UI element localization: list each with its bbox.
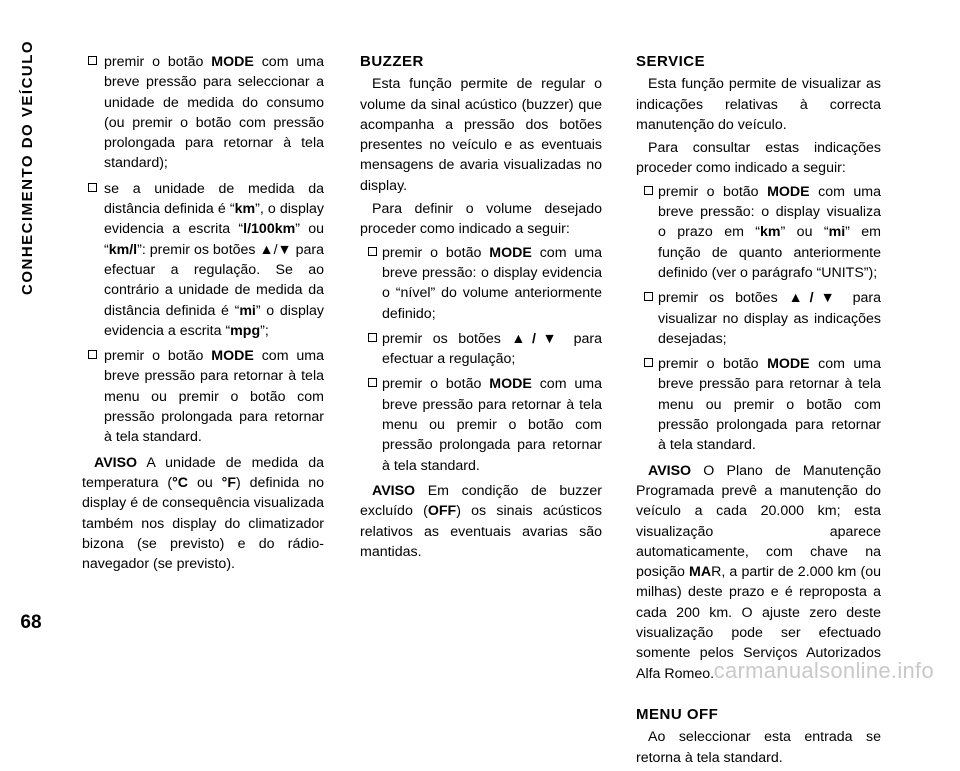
text-run: ” em função de quanto anteriormente definido (ver o parágrafo “UNITS”); (658, 224, 881, 281)
aviso-paragraph (636, 461, 881, 684)
text-run: R, a partir de 2.000 km (ou milhas) deste prazo e é reproposta a cada 200 km. O ajuste zero deste visualização pode ser efectuado somente pelos Serviços Autorizados Alfa Romeo. (636, 564, 881, 682)
emphasis-text: ▲/▼ (511, 330, 564, 347)
list-item (636, 182, 881, 283)
list-item (360, 329, 602, 370)
side-title: CONHECIMENTO DO VEÍCULO (19, 40, 36, 296)
aviso-label: AVISO (94, 454, 138, 471)
paragraph: Esta função permite de regular o volume da sinal acústico (buzzer) que acompanha a pressão dos botões presentes no veículo e as eventuais mensagens de avaria visualizadas no display. (360, 76, 602, 194)
text-run: ” ou “ (780, 224, 829, 241)
checkbox-bullet-icon (644, 292, 653, 301)
text-run: com uma breve pressão: o display evidencia o “nível” do volume anteriormente definido; (382, 244, 603, 322)
text-run: ”; (260, 322, 269, 339)
emphasis-text: mpg (230, 322, 261, 339)
aviso-label: AVISO (372, 482, 416, 499)
paragraph: Para definir o volume desejado proceder como indicado a seguir: (360, 201, 602, 238)
checkbox-bullet-icon (644, 186, 653, 195)
emphasis-text: MODE (767, 183, 810, 200)
text-run: se a unidade de medida da distância definida é “ (104, 180, 324, 218)
text-run: O Plano de Manutenção Programada prevê a manutenção do veículo a cada 20.000 km; esta visualização aparece automaticamente, com chave na posição (636, 462, 881, 581)
text-run: premir o botão (382, 376, 490, 393)
emphasis-text: MA (689, 564, 712, 581)
aviso-paragraph (82, 453, 324, 575)
text-run: premir o botão (382, 244, 490, 261)
paragraph: Esta função permite de visualizar as indicações relativas à correcta manutenção do veículo. (636, 76, 881, 133)
list-item (360, 243, 602, 324)
text-run: ) definida no display é de consequência visualizada também nos display do climatizador bizona (se previsto) e do rádio-navegador (se previsto). (82, 474, 324, 573)
emphasis-text: km (760, 224, 781, 241)
list-item (82, 52, 324, 174)
aviso-label: AVISO (648, 462, 692, 479)
emphasis-text: MODE (211, 54, 254, 70)
emphasis-text: MODE (489, 244, 532, 261)
text-run: com uma breve pressão para retornar à tela menu ou premir o botão com pressão prolongada para retornar à tela standard. (382, 376, 603, 474)
column-2 (360, 52, 602, 565)
text-run: com uma breve pressão para seleccionar a unidade de medida do consumo (ou premir o botão com pressão prolongada para retornar à tela standard); (104, 54, 325, 172)
list-item (636, 288, 881, 349)
text-run: ” o display evidencia a escrita “ (104, 302, 324, 339)
section-heading: SERVICE (636, 53, 706, 70)
text-run: com uma breve pressão: o display visualiza o prazo em “ (658, 183, 881, 241)
emphasis-text: MODE (211, 348, 254, 365)
checkbox-bullet-icon (88, 56, 97, 65)
text-run: premir os botões (382, 330, 512, 347)
emphasis-text: mi (828, 224, 846, 241)
checkbox-bullet-icon (644, 358, 653, 367)
emphasis-text: km/l (108, 241, 138, 258)
emphasis-text: MODE (767, 356, 810, 373)
checkbox-bullet-icon (368, 247, 377, 256)
list-item (82, 346, 324, 447)
paragraph: Ao seleccionar esta entrada se retorna à tela standard. (636, 729, 881, 766)
watermark: carmanualsonline.info (713, 658, 934, 683)
emphasis-text: ▲/▼ (788, 290, 842, 307)
column-1 (82, 52, 324, 577)
text-run: ”: premir os botões ▲/▼ para efectuar a regulação. Se ao contrário a unidade de medida da distância definida é “ (104, 241, 324, 319)
list-item (82, 179, 324, 341)
list-item (636, 354, 881, 455)
paragraph: Para consultar estas indicações proceder como indicado a seguir: (636, 140, 881, 177)
emphasis-text: MODE (489, 376, 532, 393)
text-run: premir os botões (658, 290, 789, 307)
section-heading: MENU OFF (636, 705, 719, 723)
text-run: premir o botão (658, 183, 768, 200)
text-run: para efectuar a regulação; (382, 330, 602, 368)
checkbox-bullet-icon (88, 183, 97, 192)
text-run: ”, o display evidencia a escrita “ (104, 201, 324, 238)
section-heading: BUZZER (360, 53, 424, 70)
checkbox-bullet-icon (368, 378, 377, 387)
text-run: ) os sinais acústicos relativos as eventuais avarias são mantidas. (360, 503, 603, 560)
text-run: premir o botão (104, 54, 212, 70)
text-run: premir o botão (104, 348, 212, 365)
text-run: com uma breve pressão para retornar à tela menu ou premir o botão com pressão prolongada para retornar à tela standard. (104, 348, 325, 446)
text-run: ” ou “ (104, 221, 324, 258)
aviso-paragraph (360, 481, 602, 562)
emphasis-text: OFF (427, 503, 457, 520)
emphasis-text: °F (221, 474, 236, 491)
list-item (360, 374, 602, 475)
emphasis-text: °C (172, 474, 189, 491)
checkbox-bullet-icon (368, 333, 377, 342)
checkbox-bullet-icon (88, 350, 97, 359)
text-run: Em condição de buzzer excluído ( (360, 482, 602, 520)
text-run: A unidade de medida da temperatura ( (82, 454, 324, 491)
text-run: com uma breve pressão para retornar à tela menu ou premir o botão com pressão prolongada para retornar à tela standard. (658, 356, 881, 454)
emphasis-text: mi (239, 302, 256, 319)
text-run: para visualizar no display as indicações desejadas; (658, 290, 882, 347)
emphasis-text: km (234, 201, 256, 218)
page-number: 68 (20, 612, 42, 633)
emphasis-text: l/100km (243, 221, 296, 238)
text-run: ou (188, 474, 222, 491)
text-run: premir o botão (658, 356, 768, 373)
